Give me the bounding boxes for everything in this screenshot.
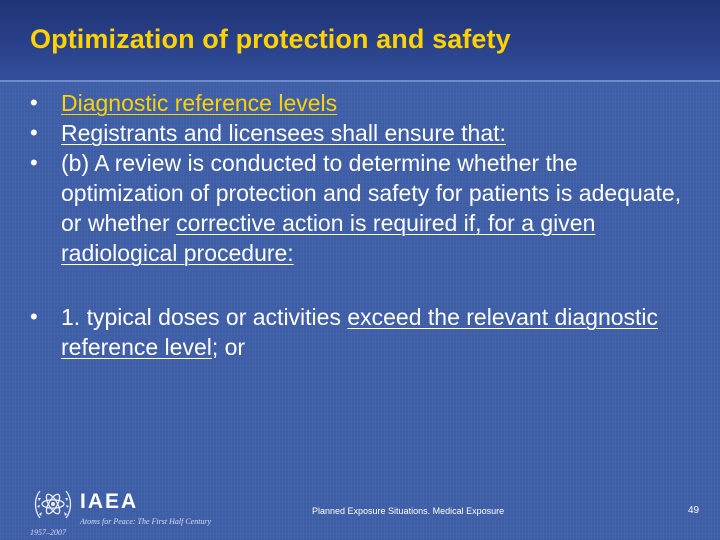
bullet-text-suffix: ; or <box>211 334 246 360</box>
bullet-item-diagnostic-reference-levels <box>30 88 700 118</box>
bullet-text: 1. typical doses or activities <box>61 304 348 330</box>
title-bar <box>0 0 720 82</box>
bullet-item-typical-doses <box>30 302 700 362</box>
bullet-text-underlined: exceed the relevant diagnostic reference level <box>61 304 659 360</box>
title-divider <box>0 80 720 82</box>
bullet-text: Diagnostic reference levels <box>61 90 338 116</box>
bullet-item-registrants <box>30 118 700 148</box>
bullet-text: Registrants and licensees shall ensure that: <box>61 120 506 146</box>
page-number: 49 <box>688 505 700 516</box>
bullet-text: (b) A review is conducted to determine whether the optimization of protection and safety for patients is adequate, or whether <box>61 150 682 236</box>
bullet-dot-icon: • <box>30 90 38 115</box>
iaea-atom-emblem-icon <box>32 484 74 526</box>
bullet-dot-icon: • <box>30 304 38 329</box>
bullet-dot-icon: • <box>30 150 38 175</box>
slide-body <box>30 88 700 362</box>
logo-tagline: Atoms for Peace: The First Half Century <box>80 517 212 526</box>
bullet-item-review <box>30 148 700 268</box>
logo-years: 1957–2007 <box>30 528 66 537</box>
spacer <box>30 268 700 302</box>
slide-title: Optimization of protection and safety <box>30 24 511 54</box>
bullet-dot-icon: • <box>30 120 38 145</box>
logo-wordmark: IAEA <box>80 490 139 513</box>
footer-caption: Planned Exposure Situations. Medical Exposure <box>312 506 505 516</box>
bullet-text-underlined: corrective action is required if, for a given radiological procedure: <box>61 210 596 266</box>
iaea-logo <box>30 484 240 538</box>
